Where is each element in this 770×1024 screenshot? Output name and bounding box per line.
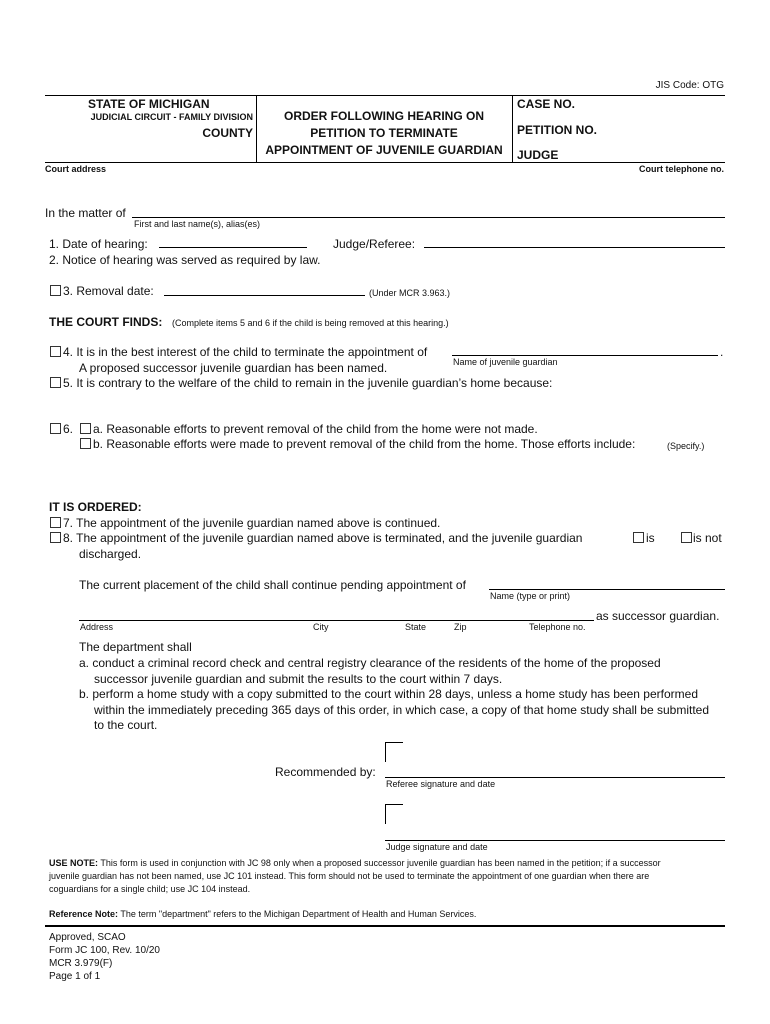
header-divider-right bbox=[512, 95, 513, 163]
form-title-line-1: ORDER FOLLOWING HEARING ON bbox=[284, 109, 484, 123]
referee-signature-caption: Referee signature and date bbox=[386, 779, 496, 789]
footer-approved: Approved, SCAO bbox=[49, 932, 126, 943]
judge-signature-caption: Judge signature and date bbox=[386, 842, 488, 852]
form-title-line-3: APPOINTMENT OF JUVENILE GUARDIAN bbox=[265, 143, 503, 157]
state-caption: State bbox=[405, 622, 427, 632]
item4-text: 4. It is in the best interest of the child to terminate the appointment of bbox=[63, 345, 428, 359]
court-name: JUDICIAL CIRCUIT - FAMILY DIVISION bbox=[90, 112, 253, 122]
item6a-checkbox[interactable] bbox=[80, 423, 91, 434]
guardian-is-not-label: is not bbox=[693, 531, 722, 545]
court-phone-label: Court telephone no. bbox=[639, 164, 724, 174]
use-note-label: USE NOTE: bbox=[49, 858, 99, 868]
removal-date-label: 3. Removal date: bbox=[63, 284, 154, 298]
department-item-b-line-2: within the immediately preceding 365 days of this order, in which case, a copy of that home study shall be submitted bbox=[94, 702, 709, 717]
item7-text: 7. The appointment of the juvenile guardian named above is continued. bbox=[63, 516, 441, 530]
header-top-rule bbox=[45, 95, 725, 96]
case-no-label: CASE NO. bbox=[517, 97, 576, 111]
judge-referee-field[interactable] bbox=[424, 247, 725, 248]
item6b-note: (Specify.) bbox=[667, 441, 705, 451]
department-shall: The department shall bbox=[79, 640, 192, 654]
referee-signature-corner-h bbox=[385, 742, 403, 743]
reference-note bbox=[49, 909, 476, 919]
matter-name-field[interactable] bbox=[132, 217, 725, 218]
footer-form-number: Form JC 100, Rev. 10/20 bbox=[49, 945, 160, 956]
item6b-checkbox[interactable] bbox=[80, 438, 91, 449]
use-note-line-3: coguardians for a single child; use JC 104 instead. bbox=[49, 884, 251, 894]
hearing-date-label: 1. Date of hearing: bbox=[49, 237, 148, 251]
reference-note-label: Reference Note: bbox=[49, 909, 119, 919]
footer-rule bbox=[45, 925, 725, 927]
successor-name-field[interactable] bbox=[489, 589, 725, 590]
item6-number: 6. bbox=[63, 422, 74, 436]
header-bottom-rule bbox=[45, 162, 725, 163]
matter-caption: First and last name(s), alias(es) bbox=[134, 219, 261, 229]
use-note-line-1 bbox=[49, 857, 729, 870]
footer-page: Page 1 of 1 bbox=[49, 971, 101, 982]
judge-signature-field[interactable] bbox=[385, 840, 725, 841]
item6b-text: b. Reasonable efforts were made to prevent removal of the child from the home. Those efforts include: bbox=[93, 437, 636, 451]
successor-guardian-text: as successor guardian. bbox=[596, 609, 720, 623]
matter-label: In the matter of bbox=[45, 206, 126, 220]
item5-checkbox[interactable] bbox=[50, 377, 61, 388]
guardian-is-label: is bbox=[646, 531, 655, 545]
county-label: COUNTY bbox=[202, 126, 253, 140]
department-item-b-line-1: b. perform a home study with a copy submitted to the court within 28 days, unless a home study has been performed bbox=[79, 687, 698, 701]
court-address-label: Court address bbox=[45, 164, 107, 174]
state-name: STATE OF MICHIGAN bbox=[88, 97, 210, 111]
form-title bbox=[256, 108, 512, 159]
item5-text: 5. It is contrary to the welfare of the child to remain in the juvenile guardian’s home because: bbox=[63, 376, 553, 390]
form-title-line-2: PETITION TO TERMINATE bbox=[310, 126, 458, 140]
item4-period: . bbox=[720, 345, 724, 359]
court-finds-note: (Complete items 5 and 6 if the child is being removed at this hearing.) bbox=[172, 318, 449, 328]
removal-date-field[interactable] bbox=[164, 295, 365, 296]
removal-date-note: (Under MCR 3.963.) bbox=[369, 288, 451, 298]
jis-code: JIS Code: OTG bbox=[655, 80, 724, 91]
item7-checkbox[interactable] bbox=[50, 517, 61, 528]
department-item-a-line-2: successor juvenile guardian and submit the results to the court within 7 days. bbox=[94, 671, 503, 686]
item6a-text: a. Reasonable efforts to prevent removal of the child from the home were not made. bbox=[93, 422, 538, 436]
item8-discharged: discharged. bbox=[79, 547, 142, 561]
department-item-b bbox=[79, 687, 709, 734]
zip-caption: Zip bbox=[454, 622, 467, 632]
form-footer bbox=[49, 931, 160, 983]
item4-caption: Name of juvenile guardian bbox=[453, 357, 558, 367]
address-caption: Address bbox=[80, 622, 114, 632]
recommended-by-label: Recommended by: bbox=[275, 765, 376, 779]
item6-checkbox[interactable] bbox=[50, 423, 61, 434]
telephone-caption: Telephone no. bbox=[529, 622, 586, 632]
city-caption: City bbox=[313, 622, 329, 632]
judge-signature-corner-h bbox=[385, 804, 403, 805]
guardian-is-checkbox[interactable] bbox=[633, 532, 644, 543]
use-note-text-1: This form is used in conjunction with JC 98 only when a proposed successor juvenile guardian has been named in the petition; if a successor bbox=[100, 858, 661, 868]
referee-signature-field[interactable] bbox=[385, 777, 725, 778]
hearing-date-field[interactable] bbox=[159, 247, 307, 248]
judge-label: JUDGE bbox=[517, 148, 559, 162]
placement-text: The current placement of the child shall continue pending appointment of bbox=[79, 578, 466, 592]
notice-of-hearing: 2. Notice of hearing was served as required by law. bbox=[49, 253, 321, 267]
department-item-b-line-3: to the court. bbox=[94, 718, 158, 732]
judge-referee-label: Judge/Referee: bbox=[333, 237, 416, 251]
item8-text: 8. The appointment of the juvenile guardian named above is terminated, and the juvenile guardian bbox=[63, 531, 583, 545]
department-item-a bbox=[79, 656, 661, 687]
petition-no-label: PETITION NO. bbox=[517, 123, 598, 137]
removal-date-checkbox[interactable] bbox=[50, 285, 61, 296]
referee-signature-corner-v bbox=[385, 742, 386, 762]
use-note-line-2: juvenile guardian has not been named, use JC 101 instead. This form should not be used to terminate the appointment of one guardian when there are bbox=[49, 871, 650, 881]
reference-note-text: The term "department" refers to the Michigan Department of Health and Human Services. bbox=[120, 909, 477, 919]
it-is-ordered-heading: IT IS ORDERED: bbox=[49, 500, 142, 514]
judge-signature-corner-v bbox=[385, 804, 386, 824]
guardian-is-not-checkbox[interactable] bbox=[681, 532, 692, 543]
court-finds-heading: THE COURT FINDS: bbox=[49, 315, 163, 329]
department-item-a-line-1: a. conduct a criminal record check and central registry clearance of the residents of the home of the proposed bbox=[79, 656, 661, 670]
footer-mcr: MCR 3.979(F) bbox=[49, 958, 113, 969]
juvenile-guardian-name-field[interactable] bbox=[452, 355, 718, 356]
successor-address-field[interactable] bbox=[79, 620, 594, 621]
item4-checkbox[interactable] bbox=[50, 346, 61, 357]
successor-name-caption: Name (type or print) bbox=[490, 591, 571, 601]
item8-checkbox[interactable] bbox=[50, 532, 61, 543]
item4-successor-text: A proposed successor juvenile guardian has been named. bbox=[79, 361, 388, 375]
use-note bbox=[49, 857, 729, 896]
